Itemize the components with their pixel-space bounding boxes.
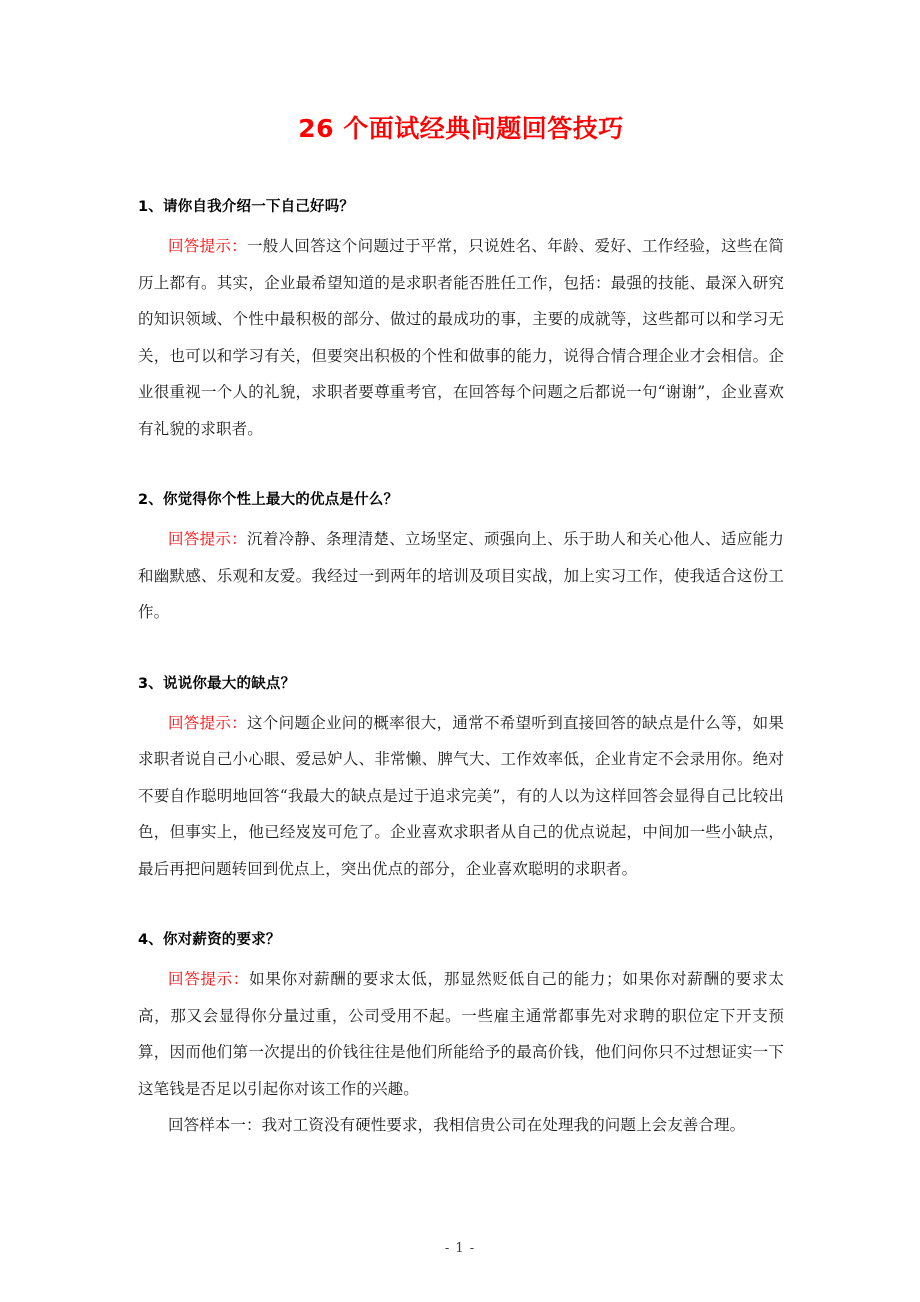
answer-paragraph-3 [138, 705, 784, 888]
answer-paragraph-4 [138, 961, 784, 1107]
page-number-footer: - 1 - [444, 1241, 476, 1256]
hint-body-1: 一般人回答这个问题过于平常，只说姓名、年龄、爱好、工作经验，这些在简历上都有。其实，企业最希望知道的是求职者能否胜任工作，包括：最强的技能、最深入研究的知识领域、个性中最积极的部分、做过的最成功的事，主要的成就等，这些都可以和学习无关，也可以和学习有关，但要突出积极的个性和做事的能力，说得合情合理企业才会相信。企业很重视一个人的礼貌，求职者要尊重考官，在回答每个问题之后都说一句“谢谢”，企业喜欢有礼貌的求职者。 [138, 237, 784, 438]
hint-label-2: 回答提示： [168, 530, 247, 548]
hint-label-3: 回答提示： [168, 713, 247, 732]
answer-paragraph-1 [138, 228, 784, 447]
qa-section-1 [138, 194, 784, 447]
question-heading-4: 4、你对薪资的要求？ [138, 932, 281, 948]
question-heading-3: 3、说说你最大的缺点？ [138, 675, 296, 692]
hint-label-1: 回答提示： [168, 237, 247, 255]
page-title: 26 个面试经典问题回答技巧 [298, 114, 624, 143]
hint-body-2: 沉着冷静、条理清楚、立场坚定、顽强向上、乐于助人和关心他人、适应能力和幽默感、乐观和友爱。我经过一到两年的培训及项目实战，加上实习工作，使我适合这份工作。 [138, 530, 784, 621]
qa-section-2 [138, 487, 784, 631]
hint-label-4: 回答提示： [168, 970, 250, 988]
document-content [138, 0, 784, 1144]
qa-section-3 [138, 671, 784, 888]
hint-body-3: 这个问题企业问的概率很大，通常不希望听到直接回答的缺点是什么等，如果求职者说自己小心眼、爱忌妒人、非常懒、脾气大、工作效率低，企业肯定不会录用你。绝对不要自作聪明地回答“我最大的缺点是过于追求完美”，有的人以为这样回答会显得自己比较出色，但事实上，他已经岌岌可危了。企业喜欢求职者从自己的优点说起，中间加一些小缺点，最后再把问题转回到优点上，突出优点的部分，企业喜欢聪明的求职者。 [138, 713, 784, 878]
answer-sample-4: 回答样本一：我对工资没有硬性要求，我相信贵公司在处理我的问题上会友善合理。 [168, 1116, 746, 1134]
qa-section-4 [138, 927, 784, 1144]
question-heading-1: 1、请你自我介绍一下自己好吗？ [138, 199, 355, 215]
hint-body-4: 如果你对薪酬的要求太低，那显然贬低自己的能力；如果你对薪酬的要求太高，那又会显得你分量过重，公司受用不起。一些雇主通常都事先对求聘的职位定下开支预算，因而他们第一次提出的价钱往往是他们所能给予的最高价钱，他们问你只不过想证实一下这笔钱是否足以引起你对该工作的兴趣。 [138, 970, 784, 1098]
answer-paragraph-2 [138, 521, 784, 631]
question-heading-2: 2、你觉得你个性上最大的优点是什么？ [138, 492, 399, 508]
